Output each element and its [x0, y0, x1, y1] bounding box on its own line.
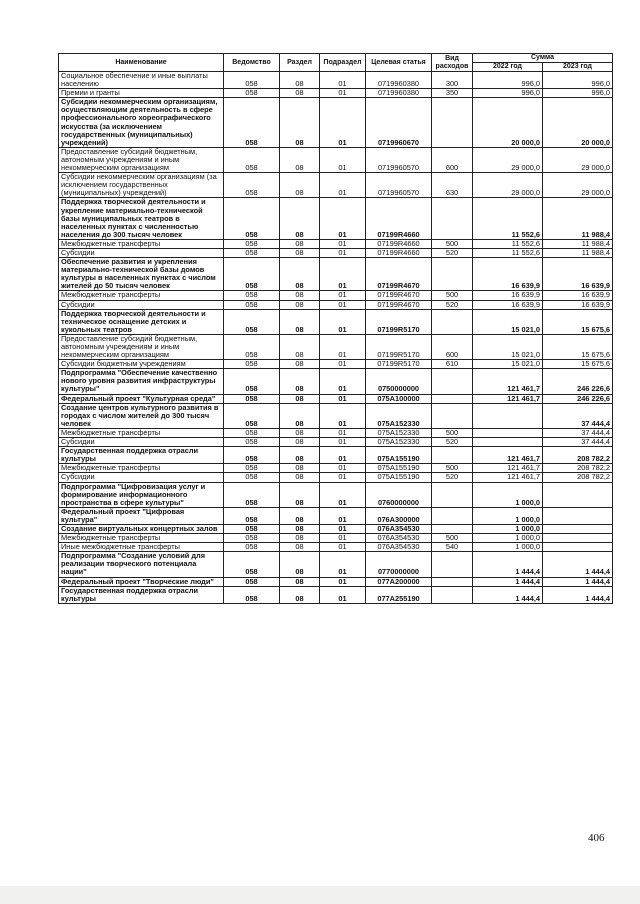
cell-dept: 058 — [224, 438, 280, 447]
table-row — [59, 98, 613, 148]
cell-dept: 058 — [224, 72, 280, 89]
cell-dept: 058 — [224, 89, 280, 98]
cell-section: 08 — [280, 534, 320, 543]
cell-section: 08 — [280, 438, 320, 447]
table-row — [59, 524, 613, 533]
table-row — [59, 394, 613, 403]
cell-sum-2022: 121 461,7 — [473, 464, 543, 473]
table-row — [59, 586, 613, 603]
cell-sum-2022: 1 444,4 — [473, 552, 543, 577]
cell-name: Поддержка творческой деятельности и техническое оснащение детских и кукольных театров — [59, 309, 224, 334]
cell-name: Государственная поддержка отрасли культуры — [59, 586, 224, 603]
cell-name: Создание центров культурного развития в городах с числом жителей до 300 тысяч человек — [59, 403, 224, 428]
cell-subsection: 01 — [320, 473, 366, 482]
cell-dept: 058 — [224, 173, 280, 198]
cell-subsection: 01 — [320, 447, 366, 464]
table-row — [59, 482, 613, 507]
table-body — [59, 72, 613, 604]
cell-target: 0770000000 — [366, 552, 432, 577]
cell-exp-type — [432, 394, 473, 403]
cell-section: 08 — [280, 403, 320, 428]
cell-name: Межбюджетные трансферты — [59, 239, 224, 248]
table-row — [59, 369, 613, 394]
cell-name: Субсидии некоммерческим организациям (за исключением государственных (муниципальных) учреждений) — [59, 173, 224, 198]
cell-exp-type — [432, 552, 473, 577]
cell-name: Межбюджетные трансферты — [59, 428, 224, 437]
cell-exp-type — [432, 524, 473, 533]
cell-section: 08 — [280, 586, 320, 603]
cell-target: 075A155190 — [366, 447, 432, 464]
cell-dept: 058 — [224, 300, 280, 309]
cell-dept: 058 — [224, 586, 280, 603]
cell-name: Поддержка творческой деятельности и укрепление материально-технической базы муниципальных театров в населенных пунктах с численностью населения до 300 тысяч человек — [59, 198, 224, 239]
cell-sum-2023: 15 675,6 — [543, 334, 613, 359]
cell-exp-type: 350 — [432, 89, 473, 98]
cell-name: Межбюджетные трансферты — [59, 464, 224, 473]
cell-exp-type: 600 — [432, 334, 473, 359]
cell-subsection: 01 — [320, 403, 366, 428]
cell-dept: 058 — [224, 147, 280, 172]
table-row — [59, 428, 613, 437]
cell-subsection: 01 — [320, 309, 366, 334]
cell-dept: 058 — [224, 482, 280, 507]
table-row — [59, 309, 613, 334]
cell-name: Субсидии — [59, 438, 224, 447]
cell-section: 08 — [280, 198, 320, 239]
cell-section: 08 — [280, 394, 320, 403]
header-target: Целевая статья — [366, 54, 432, 72]
cell-name: Подпрограмма "Цифровизация услуг и формирование информационного пространства в сфере культуры" — [59, 482, 224, 507]
cell-sum-2023: 1 444,4 — [543, 586, 613, 603]
cell-sum-2022: 11 552,6 — [473, 239, 543, 248]
cell-exp-type: 500 — [432, 291, 473, 300]
cell-dept: 058 — [224, 447, 280, 464]
cell-sum-2022 — [473, 438, 543, 447]
cell-name: Обеспечение развития и укрепления материально-технической базы домов культуры в населенных пунктах с числом жителей до 50 тысяч человек — [59, 258, 224, 291]
cell-dept: 058 — [224, 239, 280, 248]
cell-sum-2022: 15 021,0 — [473, 309, 543, 334]
cell-target: 076A354530 — [366, 524, 432, 533]
cell-sum-2022: 121 461,7 — [473, 473, 543, 482]
cell-subsection: 01 — [320, 586, 366, 603]
cell-target: 076A354530 — [366, 534, 432, 543]
cell-sum-2023: 1 444,4 — [543, 577, 613, 586]
cell-sum-2023: 208 782,2 — [543, 447, 613, 464]
table-row — [59, 173, 613, 198]
table-row — [59, 534, 613, 543]
cell-sum-2022: 15 021,0 — [473, 334, 543, 359]
header-dept: Ведомство — [224, 54, 280, 72]
cell-section: 08 — [280, 524, 320, 533]
cell-dept: 058 — [224, 534, 280, 543]
cell-sum-2022: 29 000,0 — [473, 173, 543, 198]
cell-dept: 058 — [224, 464, 280, 473]
cell-subsection: 01 — [320, 334, 366, 359]
cell-dept: 058 — [224, 403, 280, 428]
cell-exp-type — [432, 198, 473, 239]
cell-section: 08 — [280, 360, 320, 369]
cell-sum-2023: 37 444,4 — [543, 403, 613, 428]
cell-target: 0719960380 — [366, 72, 432, 89]
cell-name: Федеральный проект "Цифровая культура" — [59, 507, 224, 524]
cell-sum-2023: 29 000,0 — [543, 147, 613, 172]
header-section: Раздел — [280, 54, 320, 72]
cell-target: 075A155190 — [366, 464, 432, 473]
cell-sum-2023: 996,0 — [543, 72, 613, 89]
cell-exp-type — [432, 309, 473, 334]
cell-subsection: 01 — [320, 524, 366, 533]
cell-subsection: 01 — [320, 507, 366, 524]
cell-dept: 058 — [224, 309, 280, 334]
cell-target: 07199R5170 — [366, 309, 432, 334]
cell-sum-2023: 29 000,0 — [543, 173, 613, 198]
header-subsection: Подраздел — [320, 54, 366, 72]
cell-section: 08 — [280, 72, 320, 89]
table-row — [59, 300, 613, 309]
cell-name: Федеральный проект "Культурная среда" — [59, 394, 224, 403]
cell-exp-type — [432, 98, 473, 148]
cell-sum-2022: 121 461,7 — [473, 369, 543, 394]
cell-target: 075A152330 — [366, 403, 432, 428]
cell-sum-2022: 15 021,0 — [473, 360, 543, 369]
cell-subsection: 01 — [320, 89, 366, 98]
cell-subsection: 01 — [320, 369, 366, 394]
cell-subsection: 01 — [320, 300, 366, 309]
cell-dept: 058 — [224, 198, 280, 239]
cell-subsection: 01 — [320, 147, 366, 172]
cell-subsection: 01 — [320, 394, 366, 403]
cell-target: 075A152330 — [366, 438, 432, 447]
cell-target: 0719960380 — [366, 89, 432, 98]
cell-exp-type: 520 — [432, 473, 473, 482]
cell-exp-type: 520 — [432, 300, 473, 309]
cell-exp-type — [432, 577, 473, 586]
cell-dept: 058 — [224, 258, 280, 291]
table-row — [59, 464, 613, 473]
cell-target: 07199R4670 — [366, 300, 432, 309]
cell-sum-2022 — [473, 403, 543, 428]
cell-section: 08 — [280, 447, 320, 464]
cell-section: 08 — [280, 173, 320, 198]
cell-sum-2023: 20 000,0 — [543, 98, 613, 148]
cell-sum-2023: 11 988,4 — [543, 239, 613, 248]
cell-dept: 058 — [224, 394, 280, 403]
cell-target: 075A152330 — [366, 428, 432, 437]
cell-section: 08 — [280, 577, 320, 586]
table-row — [59, 248, 613, 257]
header-sum: Сумма — [473, 54, 613, 63]
table-row — [59, 198, 613, 239]
cell-sum-2022: 121 461,7 — [473, 394, 543, 403]
cell-section: 08 — [280, 507, 320, 524]
cell-sum-2022 — [473, 428, 543, 437]
bottom-band — [0, 886, 640, 904]
cell-subsection: 01 — [320, 72, 366, 89]
table-row — [59, 447, 613, 464]
cell-exp-type — [432, 482, 473, 507]
cell-section: 08 — [280, 258, 320, 291]
cell-dept: 058 — [224, 369, 280, 394]
cell-sum-2022: 16 639,9 — [473, 258, 543, 291]
cell-exp-type: 300 — [432, 72, 473, 89]
table-row — [59, 258, 613, 291]
cell-exp-type: 610 — [432, 360, 473, 369]
cell-sum-2023: 208 782,2 — [543, 464, 613, 473]
cell-sum-2022: 1 000,0 — [473, 543, 543, 552]
table-row — [59, 147, 613, 172]
cell-sum-2022: 11 552,6 — [473, 198, 543, 239]
cell-dept: 058 — [224, 291, 280, 300]
page-number: 406 — [588, 832, 605, 844]
cell-dept: 058 — [224, 577, 280, 586]
header-year-2022: 2022 год — [473, 63, 543, 72]
cell-section: 08 — [280, 147, 320, 172]
cell-target: 0719960570 — [366, 173, 432, 198]
cell-name: Подпрограмма "Обеспечение качественно нового уровня развития инфраструктуры культуры" — [59, 369, 224, 394]
cell-target: 0719960670 — [366, 98, 432, 148]
cell-exp-type: 520 — [432, 248, 473, 257]
cell-subsection: 01 — [320, 482, 366, 507]
cell-section: 08 — [280, 300, 320, 309]
cell-target: 0760000000 — [366, 482, 432, 507]
cell-section: 08 — [280, 543, 320, 552]
table-row — [59, 334, 613, 359]
cell-name: Субсидии некоммерческим организациям, осуществляющим деятельность в сфере профессионального хореографического искусства (за исключением государственных (муниципальных) учреждений) — [59, 98, 224, 148]
cell-dept: 058 — [224, 428, 280, 437]
cell-sum-2022: 1 000,0 — [473, 482, 543, 507]
cell-sum-2022: 11 552,6 — [473, 248, 543, 257]
cell-dept: 058 — [224, 524, 280, 533]
table-row — [59, 543, 613, 552]
cell-name: Субсидии — [59, 473, 224, 482]
table-row — [59, 72, 613, 89]
budget-table — [58, 53, 613, 604]
cell-subsection: 01 — [320, 543, 366, 552]
cell-subsection: 01 — [320, 438, 366, 447]
cell-dept: 058 — [224, 334, 280, 359]
cell-subsection: 01 — [320, 360, 366, 369]
cell-dept: 058 — [224, 473, 280, 482]
cell-sum-2023: 37 444,4 — [543, 428, 613, 437]
table-row — [59, 438, 613, 447]
table-row — [59, 360, 613, 369]
cell-target: 07199R4660 — [366, 198, 432, 239]
cell-name: Иные межбюджетные трансферты — [59, 543, 224, 552]
cell-target: 07199R4660 — [366, 239, 432, 248]
table-row — [59, 89, 613, 98]
cell-sum-2023: 996,0 — [543, 89, 613, 98]
cell-exp-type: 500 — [432, 534, 473, 543]
cell-exp-type: 600 — [432, 147, 473, 172]
cell-subsection: 01 — [320, 198, 366, 239]
cell-sum-2023: 15 675,6 — [543, 309, 613, 334]
table-row — [59, 577, 613, 586]
cell-exp-type: 540 — [432, 543, 473, 552]
cell-sum-2022: 1 000,0 — [473, 507, 543, 524]
cell-sum-2023: 11 988,4 — [543, 198, 613, 239]
cell-target: 075A155190 — [366, 473, 432, 482]
cell-name: Субсидии бюджетным учреждениям — [59, 360, 224, 369]
table-row — [59, 507, 613, 524]
cell-sum-2022: 1 444,4 — [473, 577, 543, 586]
cell-section: 08 — [280, 89, 320, 98]
cell-sum-2022: 121 461,7 — [473, 447, 543, 464]
cell-sum-2022: 20 000,0 — [473, 98, 543, 148]
cell-exp-type: 520 — [432, 438, 473, 447]
cell-sum-2022: 29 000,0 — [473, 147, 543, 172]
cell-target: 077A200000 — [366, 577, 432, 586]
cell-subsection: 01 — [320, 291, 366, 300]
cell-exp-type: 500 — [432, 464, 473, 473]
cell-section: 08 — [280, 291, 320, 300]
cell-exp-type — [432, 586, 473, 603]
cell-section: 08 — [280, 482, 320, 507]
cell-sum-2023 — [543, 524, 613, 533]
header-name: Наименование — [59, 54, 224, 72]
cell-name: Государственная поддержка отрасли культуры — [59, 447, 224, 464]
cell-target: 07199R4670 — [366, 291, 432, 300]
cell-sum-2022: 996,0 — [473, 89, 543, 98]
cell-section: 08 — [280, 428, 320, 437]
table-row — [59, 473, 613, 482]
cell-sum-2023: 15 675,6 — [543, 360, 613, 369]
cell-sum-2023: 246 226,6 — [543, 369, 613, 394]
cell-sum-2022: 1 000,0 — [473, 534, 543, 543]
cell-name: Социальное обеспечение и иные выплаты населению — [59, 72, 224, 89]
cell-subsection: 01 — [320, 248, 366, 257]
cell-subsection: 01 — [320, 258, 366, 291]
header-exp-type: Вид расходов — [432, 54, 473, 72]
cell-dept: 058 — [224, 360, 280, 369]
cell-subsection: 01 — [320, 239, 366, 248]
cell-name: Создание виртуальных концертных залов — [59, 524, 224, 533]
cell-target: 07199R5170 — [366, 360, 432, 369]
cell-dept: 058 — [224, 543, 280, 552]
cell-section: 08 — [280, 464, 320, 473]
cell-target: 0719960570 — [366, 147, 432, 172]
cell-subsection: 01 — [320, 464, 366, 473]
cell-target: 0750000000 — [366, 369, 432, 394]
cell-target: 075A100000 — [366, 394, 432, 403]
cell-name: Премии и гранты — [59, 89, 224, 98]
cell-exp-type — [432, 258, 473, 291]
cell-section: 08 — [280, 248, 320, 257]
cell-name: Межбюджетные трансферты — [59, 291, 224, 300]
table-row — [59, 239, 613, 248]
cell-subsection: 01 — [320, 98, 366, 148]
cell-exp-type — [432, 447, 473, 464]
cell-target: 076A354530 — [366, 543, 432, 552]
cell-sum-2022: 1 444,4 — [473, 586, 543, 603]
cell-sum-2023: 208 782,2 — [543, 473, 613, 482]
table-header — [59, 54, 613, 72]
cell-exp-type: 500 — [432, 428, 473, 437]
cell-sum-2023: 1 444,4 — [543, 552, 613, 577]
cell-section: 08 — [280, 334, 320, 359]
cell-target: 077A255190 — [366, 586, 432, 603]
cell-target: 07199R4670 — [366, 258, 432, 291]
cell-sum-2023: 37 444,4 — [543, 438, 613, 447]
header-year-2023: 2023 год — [543, 63, 613, 72]
cell-section: 08 — [280, 369, 320, 394]
cell-exp-type — [432, 369, 473, 394]
cell-subsection: 01 — [320, 173, 366, 198]
cell-sum-2023: 246 226,6 — [543, 394, 613, 403]
cell-sum-2023: 11 988,4 — [543, 248, 613, 257]
cell-sum-2022: 1 000,0 — [473, 524, 543, 533]
cell-sum-2023 — [543, 543, 613, 552]
cell-section: 08 — [280, 552, 320, 577]
cell-exp-type — [432, 403, 473, 428]
cell-sum-2022: 16 639,9 — [473, 300, 543, 309]
cell-sum-2023: 16 639,9 — [543, 258, 613, 291]
cell-section: 08 — [280, 473, 320, 482]
cell-sum-2023 — [543, 507, 613, 524]
cell-sum-2022: 16 639,9 — [473, 291, 543, 300]
cell-sum-2023 — [543, 534, 613, 543]
cell-section: 08 — [280, 98, 320, 148]
table-row — [59, 291, 613, 300]
cell-subsection: 01 — [320, 428, 366, 437]
cell-name: Предоставление субсидий бюджетным, автономным учреждениям и иным некоммерческим организациям — [59, 147, 224, 172]
cell-subsection: 01 — [320, 534, 366, 543]
cell-sum-2023 — [543, 482, 613, 507]
cell-name: Федеральный проект "Творческие люди" — [59, 577, 224, 586]
cell-dept: 058 — [224, 507, 280, 524]
cell-target: 076A300000 — [366, 507, 432, 524]
cell-section: 08 — [280, 239, 320, 248]
cell-subsection: 01 — [320, 552, 366, 577]
cell-sum-2023: 16 639,9 — [543, 291, 613, 300]
cell-dept: 058 — [224, 248, 280, 257]
cell-sum-2022: 996,0 — [473, 72, 543, 89]
table-row — [59, 403, 613, 428]
cell-section: 08 — [280, 309, 320, 334]
cell-subsection: 01 — [320, 577, 366, 586]
cell-name: Межбюджетные трансферты — [59, 534, 224, 543]
cell-name: Подпрограмма "Создание условий для реализации творческого потенциала нации" — [59, 552, 224, 577]
cell-name: Субсидии — [59, 248, 224, 257]
cell-dept: 058 — [224, 98, 280, 148]
cell-exp-type: 500 — [432, 239, 473, 248]
table-row — [59, 552, 613, 577]
cell-exp-type — [432, 507, 473, 524]
cell-name: Субсидии — [59, 300, 224, 309]
cell-name: Предоставление субсидий бюджетным, автономным учреждениям и иным некоммерческим организациям — [59, 334, 224, 359]
cell-target: 07199R4660 — [366, 248, 432, 257]
cell-exp-type: 630 — [432, 173, 473, 198]
cell-sum-2023: 16 639,9 — [543, 300, 613, 309]
cell-target: 07199R5170 — [366, 334, 432, 359]
cell-dept: 058 — [224, 552, 280, 577]
